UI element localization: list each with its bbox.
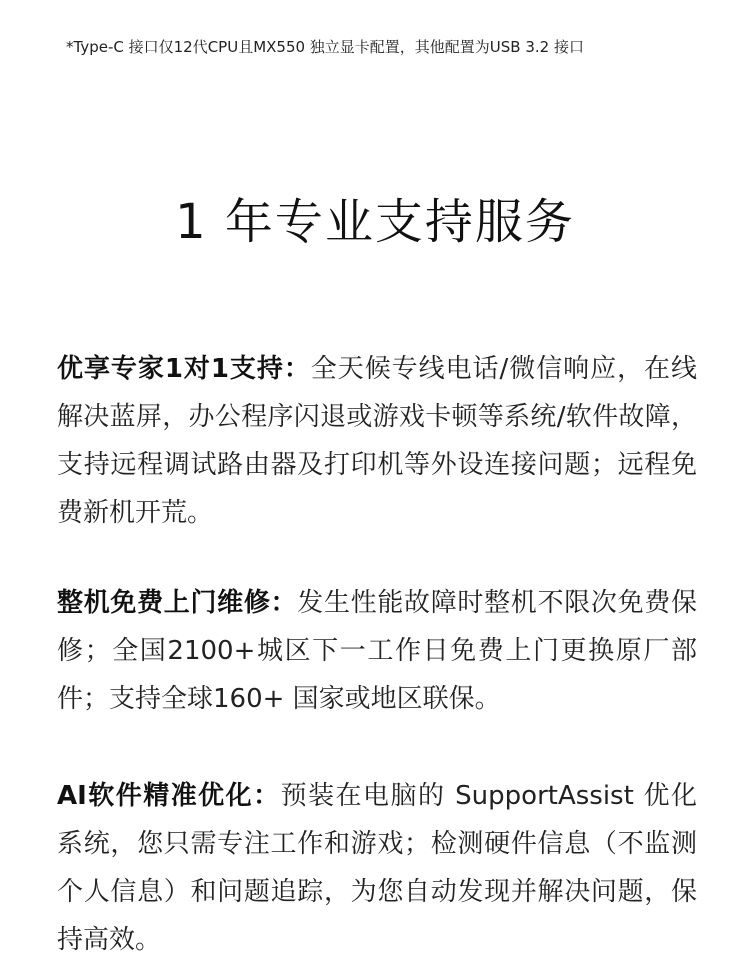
service-item-text: 全天候专线电话/微信响应，在线解决蓝屏，办公程序闪退或游戏卡顿等系统/软件故障，支持远程调试路由器及打印机等外设连接问题；远程免费新机开荒。 xyxy=(57,354,698,528)
service-item-text: 发生性能故障时整机不限次免费保修；全国2100+城区下一工作日免费上门更换原厂部件；支持全球160+ 国家或地区联保。 xyxy=(57,588,697,714)
service-item-text: 预装在电脑的 SupportAssist 优化系统，您只需专注工作和游戏；检测硬件信息（不监测个人信息）和问题追踪，为您自动发现并解决问题，保持高效。 xyxy=(57,781,698,955)
service-item-label: AI软件精准优化： xyxy=(57,781,281,811)
service-item-label: 整机免费上门维修： xyxy=(57,588,298,618)
footnote: *Type-C 接口仅12代CPU且MX550 独立显卡配置，其他配置为USB 3.2 接口 xyxy=(66,38,584,56)
service-item-ai-optimization xyxy=(57,772,697,964)
page-title: 1 年专业支持服务 xyxy=(175,194,575,250)
service-item-onsite-repair xyxy=(57,579,697,723)
service-item-expert-support xyxy=(57,345,697,537)
service-item-label: 优享专家1对1支持： xyxy=(57,354,311,384)
